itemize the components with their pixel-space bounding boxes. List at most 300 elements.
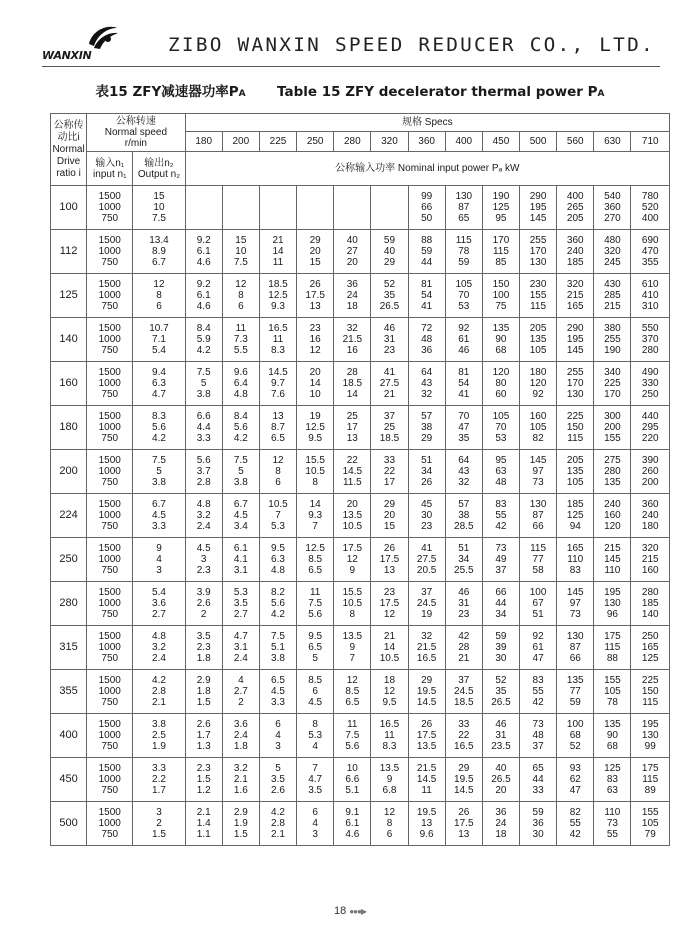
power-cell-value: 64 xyxy=(421,367,433,378)
header-nominal-power: 公称输入功率 Nominal input power Pₐ kW xyxy=(185,152,669,186)
power-cell-value: 2.8 xyxy=(271,818,285,829)
output-speed-cell xyxy=(133,670,185,714)
power-cell-value: 37 xyxy=(421,587,433,598)
output-speed-cell-value: 2 xyxy=(156,818,162,829)
power-cell-value: 300 xyxy=(604,411,621,422)
power-cell-value: 12 xyxy=(383,609,396,620)
power-cell xyxy=(520,802,557,846)
power-cell-value: 31 xyxy=(458,598,470,609)
power-cell-value: 250 xyxy=(641,631,659,642)
output-speed-cell-value: 1.9 xyxy=(152,741,166,752)
power-cell xyxy=(594,450,631,494)
output-speed-cell-value: 5 xyxy=(156,466,162,477)
power-cell-value: 145 xyxy=(604,554,621,565)
power-cell-value: 135 xyxy=(604,719,621,730)
input-speed-cell-value: 750 xyxy=(101,301,119,312)
power-cell-value: 130 xyxy=(641,730,659,741)
power-cell xyxy=(408,450,445,494)
power-cell-value: 52 xyxy=(569,741,581,752)
power-cell xyxy=(222,714,259,758)
power-cell-value: 220 xyxy=(641,433,659,444)
power-cell-value: 63 xyxy=(495,466,507,477)
input-speed-cell-value: 1500 xyxy=(98,807,121,818)
power-cell xyxy=(334,186,371,230)
power-cell-value: 145 xyxy=(529,213,547,224)
power-cell-value: 92 xyxy=(532,631,544,642)
input-speed-cell xyxy=(87,802,133,846)
table-row xyxy=(51,318,670,362)
power-cell xyxy=(520,318,557,362)
power-cell xyxy=(520,626,557,670)
power-cell xyxy=(222,406,259,450)
output-speed-cell-value: 7.1 xyxy=(152,334,166,345)
power-cell-value: 490 xyxy=(641,367,659,378)
power-cell-value: 155 xyxy=(529,290,547,301)
power-cell-value: 135 xyxy=(492,323,510,334)
power-cell-value: 87 xyxy=(569,642,581,653)
power-cell-value: 13.5 xyxy=(342,631,363,642)
power-cell xyxy=(631,450,670,494)
power-cell-value: 3.5 xyxy=(271,774,285,785)
power-cell-value: 8.3 xyxy=(271,345,285,356)
spec-header-cell: 225 xyxy=(259,132,296,152)
power-cell-value: 360 xyxy=(641,499,659,510)
power-cell xyxy=(557,406,594,450)
power-cell xyxy=(408,186,445,230)
input-speed-cell-value: 1500 xyxy=(98,191,121,202)
input-speed-cell-value: 1000 xyxy=(98,466,121,477)
power-cell-value: 29 xyxy=(421,433,433,444)
power-cell-value: 130 xyxy=(566,631,584,642)
input-speed-cell-value: 1000 xyxy=(98,246,121,257)
power-cell-value: 240 xyxy=(566,246,584,257)
input-speed-cell-value: 750 xyxy=(101,565,119,576)
power-cell xyxy=(185,362,222,406)
power-cell xyxy=(482,626,519,670)
power-cell-value: 83 xyxy=(569,565,581,576)
power-cell-value: 37 xyxy=(532,741,544,752)
power-cell xyxy=(408,274,445,318)
power-cell xyxy=(482,450,519,494)
power-cell-value: 24 xyxy=(346,290,358,301)
power-cell-value: 11 xyxy=(272,334,284,345)
power-cell-value: 185 xyxy=(641,598,659,609)
power-cell xyxy=(557,362,594,406)
power-cell-value: 550 xyxy=(641,323,659,334)
power-cell-value: 200 xyxy=(604,422,621,433)
power-cell-value: 215 xyxy=(604,301,621,312)
input-speed-cell-value: 1500 xyxy=(98,631,121,642)
power-cell-value: 2.9 xyxy=(196,675,211,686)
output-speed-cell-value: 9 xyxy=(156,543,162,554)
power-cell xyxy=(520,230,557,274)
power-cell-value: 6.1 xyxy=(196,246,211,257)
power-cell-value: 105 xyxy=(604,686,621,697)
power-cell-value: 13 xyxy=(421,818,433,829)
power-cell xyxy=(222,450,259,494)
power-cell xyxy=(631,318,670,362)
power-cell xyxy=(259,538,296,582)
power-cell-value: 21.5 xyxy=(416,763,437,774)
power-cell-value: 20 xyxy=(309,246,321,257)
power-cell-value: 12.5 xyxy=(268,290,288,301)
power-cell-value: 18.5 xyxy=(268,279,288,290)
power-cell-value: 24.5 xyxy=(454,686,474,697)
output-speed-cell-value: 1.5 xyxy=(152,829,166,840)
power-cell-value: 610 xyxy=(641,279,659,290)
input-speed-cell xyxy=(87,362,133,406)
power-cell-value: 13.5 xyxy=(416,741,437,752)
power-cell-value: 13.5 xyxy=(342,510,363,521)
power-cell-value: 17.5 xyxy=(379,554,400,565)
table-row xyxy=(51,538,670,582)
power-cell-value: 51 xyxy=(532,609,544,620)
power-cell-value: 190 xyxy=(604,345,621,356)
power-cell-value: 6 xyxy=(386,829,393,840)
power-cell-value: 8.5 xyxy=(308,675,323,686)
power-cell xyxy=(631,494,670,538)
input-speed-cell-value: 750 xyxy=(101,521,119,532)
power-cell-value: 21 xyxy=(458,653,470,664)
power-cell-value: 7.5 xyxy=(196,367,211,378)
power-cell xyxy=(594,186,631,230)
power-cell-value: 36 xyxy=(495,807,507,818)
power-cell xyxy=(631,626,670,670)
power-cell-value: 57 xyxy=(421,411,433,422)
power-cell-value: 40 xyxy=(383,246,396,257)
power-cell-value: 53 xyxy=(495,433,507,444)
power-cell xyxy=(259,582,296,626)
power-cell-value: 360 xyxy=(566,235,584,246)
power-cell-value: 9.2 xyxy=(196,235,211,246)
power-cell-value: 35 xyxy=(458,433,470,444)
power-cell xyxy=(482,802,519,846)
power-cell xyxy=(297,582,334,626)
power-cell-value: 52 xyxy=(495,675,507,686)
output-speed-cell-value: 13.4 xyxy=(149,235,169,246)
power-cell xyxy=(297,714,334,758)
input-speed-cell-value: 1500 xyxy=(98,675,121,686)
power-cell-value: 16 xyxy=(346,345,358,356)
power-cell-value: 14 xyxy=(383,642,396,653)
power-cell-value: 73 xyxy=(606,818,618,829)
table-row xyxy=(51,714,670,758)
power-cell xyxy=(557,186,594,230)
power-cell-value: 6.6 xyxy=(196,411,211,422)
output-speed-cell xyxy=(133,714,185,758)
power-cell-value: 17.5 xyxy=(454,818,474,829)
input-speed-cell xyxy=(87,318,133,362)
power-cell-value: 6.5 xyxy=(271,675,285,686)
power-cell-value: 9.5 xyxy=(308,433,323,444)
power-cell-value: 690 xyxy=(641,235,659,246)
power-cell-value: 2.3 xyxy=(196,642,211,653)
power-cell-value: 195 xyxy=(566,334,584,345)
power-cell xyxy=(594,318,631,362)
power-cell-value: 160 xyxy=(529,411,547,422)
power-cell xyxy=(259,318,296,362)
input-speed-cell-value: 750 xyxy=(101,609,119,620)
table-row xyxy=(51,406,670,450)
power-cell-value: 65 xyxy=(532,763,544,774)
power-cell-value: 225 xyxy=(641,675,659,686)
power-cell-value: 3.4 xyxy=(233,521,248,532)
power-cell xyxy=(594,230,631,274)
power-cell-value: 2.4 xyxy=(233,653,248,664)
output-speed-cell-value: 10.7 xyxy=(149,323,169,334)
power-cell-value: 4 xyxy=(238,675,244,686)
power-cell-value: 30 xyxy=(421,510,433,521)
input-speed-cell xyxy=(87,450,133,494)
power-cell xyxy=(520,670,557,714)
power-cell-value: 23 xyxy=(309,323,321,334)
power-cell-value: 40 xyxy=(495,763,507,774)
power-cell-value: 205 xyxy=(566,455,584,466)
title-cn: 表15 ZFY减速器功率P xyxy=(95,84,239,100)
power-cell-value: 5.6 xyxy=(345,741,360,752)
power-cell xyxy=(482,758,519,802)
power-cell-value: 17.5 xyxy=(416,730,437,741)
power-cell-value: 14 xyxy=(272,246,284,257)
power-cell-value: 6.8 xyxy=(382,785,397,796)
power-cell xyxy=(482,582,519,626)
power-cell-value: 43 xyxy=(421,378,433,389)
power-cell-value: 9.7 xyxy=(271,378,285,389)
power-cell-value: 54 xyxy=(458,378,470,389)
power-cell-value: 110 xyxy=(604,807,621,818)
power-cell-value: 3 xyxy=(275,741,281,752)
power-cell-value: 73 xyxy=(569,609,581,620)
power-cell-value: 100 xyxy=(566,719,584,730)
power-cell-value: 17 xyxy=(383,477,396,488)
power-cell-value: 88 xyxy=(421,235,433,246)
power-cell-value: 14.5 xyxy=(342,466,363,477)
power-cell-value: 87 xyxy=(458,202,470,213)
power-cell-value: 8 xyxy=(312,719,318,730)
power-cell-value: 59 xyxy=(495,631,507,642)
power-cell-value: 1.8 xyxy=(233,741,248,752)
power-cell-value: 83 xyxy=(495,499,507,510)
power-cell-value: 115 xyxy=(530,301,547,312)
power-cell xyxy=(482,670,519,714)
power-cell xyxy=(631,758,670,802)
power-cell xyxy=(557,626,594,670)
table-row xyxy=(51,230,670,274)
input-speed-cell-value: 750 xyxy=(101,785,119,796)
power-cell-value: 2 xyxy=(238,697,244,708)
spec-header-cell: 400 xyxy=(445,132,482,152)
power-cell-value: 180 xyxy=(529,367,547,378)
input-speed-cell-value: 750 xyxy=(101,829,119,840)
input-speed-cell-value: 1000 xyxy=(98,818,121,829)
spec-header-cell: 500 xyxy=(520,132,557,152)
power-cell xyxy=(557,670,594,714)
ratio-cell: 140 xyxy=(51,318,87,362)
input-speed-cell xyxy=(87,230,133,274)
power-cell xyxy=(445,670,482,714)
power-cell-value: 320 xyxy=(641,543,659,554)
power-cell-value: 14 xyxy=(309,378,321,389)
input-speed-cell-value: 1000 xyxy=(98,290,121,301)
power-cell-value: 70 xyxy=(458,411,470,422)
power-cell-value: 48 xyxy=(532,730,544,741)
power-cell-value: 40 xyxy=(346,235,358,246)
power-cell-value: 130 xyxy=(455,191,473,202)
power-cell xyxy=(222,582,259,626)
power-cell xyxy=(445,450,482,494)
output-speed-cell-value: 3.2 xyxy=(152,642,166,653)
power-cell-value: 285 xyxy=(604,290,621,301)
power-cell xyxy=(631,362,670,406)
power-cell xyxy=(631,538,670,582)
spec-header-cell: 280 xyxy=(334,132,371,152)
power-cell-value: 53 xyxy=(458,301,470,312)
power-cell-value: 115 xyxy=(642,697,659,708)
header-ratio-line: ratio i xyxy=(56,167,81,179)
power-cell-value: 120 xyxy=(604,521,621,532)
power-cell xyxy=(185,274,222,318)
power-cell-value: 4 xyxy=(275,730,281,741)
ratio-cell: 125 xyxy=(51,274,87,318)
input-speed-cell-value: 1500 xyxy=(98,587,121,598)
header-output-cn: 输出n₂ xyxy=(144,157,174,169)
power-cell-value: 48 xyxy=(495,477,507,488)
power-cell-value: 46 xyxy=(495,719,507,730)
input-speed-cell xyxy=(87,538,133,582)
power-cell xyxy=(520,362,557,406)
power-cell-value: 25.5 xyxy=(454,565,474,576)
ratio-cell: 250 xyxy=(51,538,87,582)
power-cell-value: 33 xyxy=(458,719,470,730)
power-cell-value: 25 xyxy=(383,422,396,433)
power-cell xyxy=(297,230,334,274)
power-cell xyxy=(408,670,445,714)
title-cn-subscript: A xyxy=(238,89,246,99)
power-cell-value: 8 xyxy=(238,290,244,301)
power-cell xyxy=(594,494,631,538)
power-cell-value: 4.5 xyxy=(271,686,285,697)
power-cell-value: 160 xyxy=(641,565,659,576)
power-cell-value: 115 xyxy=(604,642,621,653)
power-cell-value: 61 xyxy=(532,642,544,653)
power-cell xyxy=(631,274,670,318)
spec-header-cell: 560 xyxy=(557,132,594,152)
power-cell xyxy=(445,362,482,406)
power-cell-value: 18.5 xyxy=(342,378,363,389)
power-cell-value: 125 xyxy=(604,763,621,774)
power-cell-value: 5.6 xyxy=(271,598,285,609)
power-cell-value: 19 xyxy=(421,609,433,620)
power-cell-value: 3.8 xyxy=(196,389,211,400)
power-cell-value: 11 xyxy=(384,730,395,741)
power-cell-value: 8 xyxy=(275,466,281,477)
power-cell-value: 205 xyxy=(529,323,547,334)
power-cell-value: 14 xyxy=(309,499,321,510)
power-cell-value: 195 xyxy=(604,587,621,598)
ratio-cell: 400 xyxy=(51,714,87,758)
power-cell xyxy=(334,670,371,714)
power-cell-value: 12 xyxy=(346,675,358,686)
power-cell-value: 10 xyxy=(309,389,321,400)
power-cell xyxy=(185,538,222,582)
input-speed-cell-value: 750 xyxy=(101,433,119,444)
header-specs: 规格 Specs xyxy=(185,114,669,132)
power-cell-value: 29 xyxy=(458,763,470,774)
power-cell xyxy=(594,758,631,802)
power-cell-value: 20.5 xyxy=(416,565,437,576)
power-cell-value: 44 xyxy=(421,257,433,268)
power-cell-value: 175 xyxy=(641,763,659,774)
power-cell-value: 23 xyxy=(383,345,396,356)
power-cell-value: 26.5 xyxy=(379,301,400,312)
power-cell-value: 14 xyxy=(346,389,358,400)
power-cell-value: 390 xyxy=(641,455,659,466)
power-cell xyxy=(594,626,631,670)
power-cell-value: 55 xyxy=(532,686,544,697)
header-ratio-line: 公称传 xyxy=(53,119,84,131)
spec-header-cell: 320 xyxy=(371,132,408,152)
power-cell-value: 29 xyxy=(383,499,396,510)
power-cell xyxy=(259,802,296,846)
power-cell-value: 21.5 xyxy=(342,334,363,345)
power-cell-value: 30 xyxy=(532,829,544,840)
power-cell xyxy=(631,582,670,626)
power-cell-value: 11 xyxy=(309,587,321,598)
power-cell-value: 21 xyxy=(383,631,396,642)
power-cell-value: 480 xyxy=(604,235,621,246)
power-cell-value: 160 xyxy=(604,510,621,521)
power-cell-value: 3.8 xyxy=(271,653,285,664)
power-cell-value: 330 xyxy=(641,378,659,389)
output-speed-cell-value: 5.4 xyxy=(152,345,166,356)
power-cell-value: 10 xyxy=(346,763,358,774)
power-cell-value: 240 xyxy=(604,499,621,510)
power-cell xyxy=(408,362,445,406)
power-cell-value: 28 xyxy=(346,367,358,378)
power-cell-value: 4 xyxy=(312,741,318,752)
power-cell-value: 225 xyxy=(566,411,584,422)
power-cell-value: 27.5 xyxy=(416,554,437,565)
input-speed-cell-value: 1500 xyxy=(98,543,121,554)
power-cell-value: 150 xyxy=(641,686,659,697)
power-cell-value: 59 xyxy=(532,807,544,818)
output-speed-cell-value: 5.6 xyxy=(152,422,166,433)
power-cell-value: 50 xyxy=(421,213,433,224)
power-cell-value: 8.2 xyxy=(271,587,285,598)
power-cell xyxy=(297,670,334,714)
power-cell xyxy=(445,274,482,318)
power-cell-value: 44 xyxy=(495,598,507,609)
output-speed-cell-value: 4.2 xyxy=(152,433,166,444)
power-cell xyxy=(185,494,222,538)
power-cell xyxy=(371,670,408,714)
power-cell-value: 2.7 xyxy=(233,609,248,620)
power-cell xyxy=(297,362,334,406)
spec-header-cell: 630 xyxy=(594,132,631,152)
power-cell-value: 6.5 xyxy=(308,565,323,576)
power-cell-value: 5.3 xyxy=(308,730,323,741)
power-cell-value: 16.5 xyxy=(379,719,400,730)
output-speed-cell-value: 2.5 xyxy=(152,730,166,741)
power-cell-value: 6.1 xyxy=(196,290,211,301)
power-cell xyxy=(631,186,670,230)
power-cell xyxy=(185,318,222,362)
power-cell-value: 9.2 xyxy=(196,279,211,290)
power-cell-value: 9.5 xyxy=(382,697,397,708)
power-cell-value: 4.5 xyxy=(196,543,211,554)
power-cell-value: 1.2 xyxy=(196,785,211,796)
ratio-cell: 450 xyxy=(51,758,87,802)
